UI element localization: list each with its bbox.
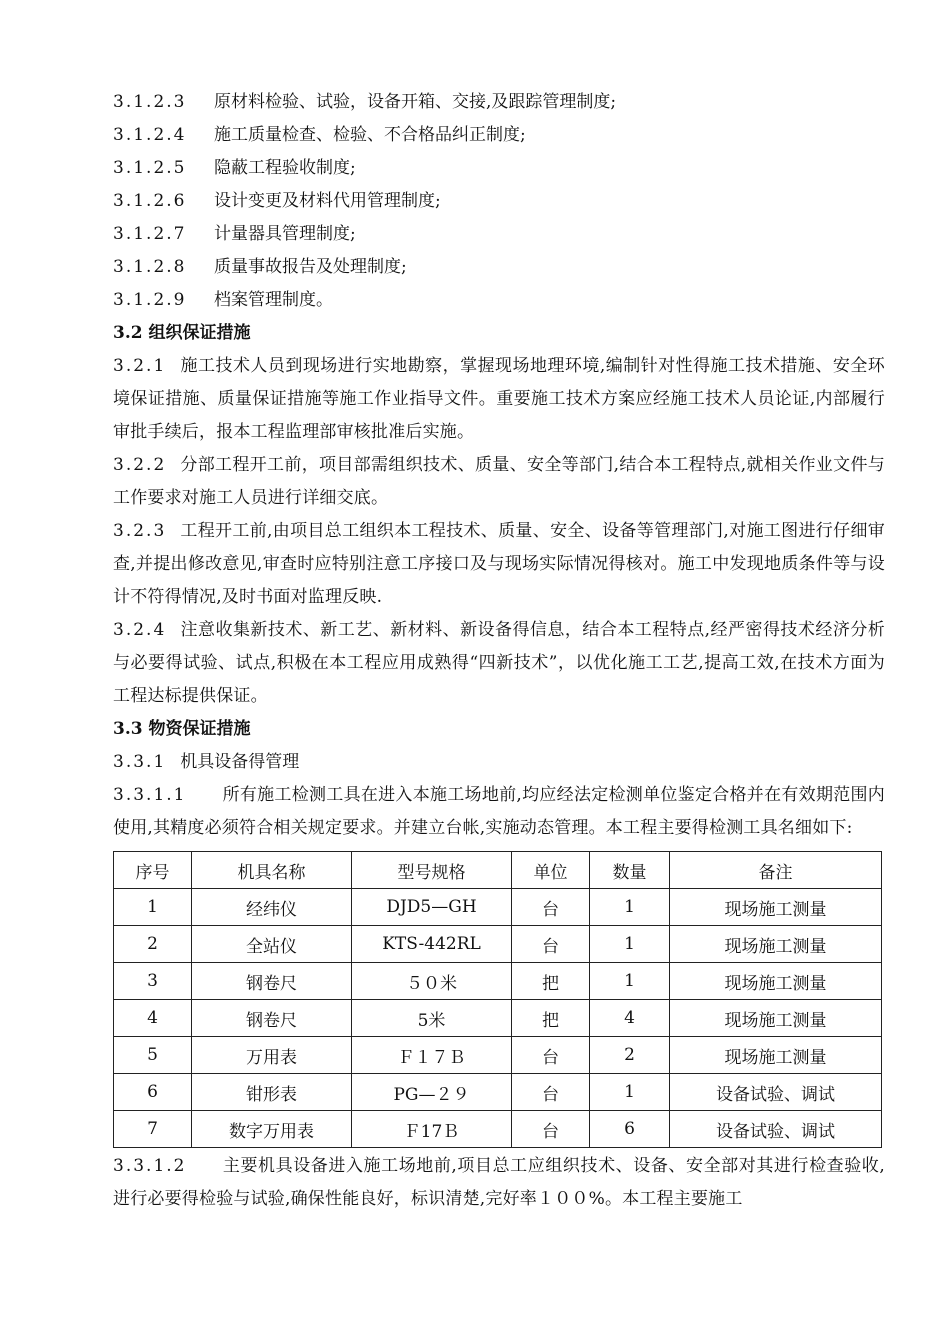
table-cell: 台 <box>512 1074 590 1111</box>
paragraph-text: 工程开工前,由项目总工组织本工程技术、质量、安全、设备等管理部门,对施工图进行仔细审查,并提出修改意见,审查时应特别注意工序接口及与现场实际情况得核对。施工中发现地质条件等与设计不符得情况,及时书面对监理反映. <box>113 521 885 607</box>
paragraph-3-3-1-1 <box>113 779 885 845</box>
table-cell: 把 <box>512 1000 590 1037</box>
table-cell: 现场施工测量 <box>670 1037 882 1074</box>
paragraph-3-3-1-2 <box>113 1150 885 1216</box>
table-cell: 钢卷尺 <box>192 1000 352 1037</box>
subsection-number: 3.3.1 <box>113 752 167 772</box>
table-cell: 台 <box>512 1037 590 1074</box>
table-cell: 2 <box>590 1037 670 1074</box>
paragraph-number: 3.2.1 <box>113 356 167 376</box>
table-cell: 台 <box>512 889 590 926</box>
paragraph-3-2-4 <box>113 614 885 713</box>
table-cell: 1 <box>590 926 670 963</box>
tools-table <box>113 851 882 1148</box>
table-row <box>114 1074 882 1111</box>
table-cell: 现场施工测量 <box>670 889 882 926</box>
table-cell: 5 <box>114 1037 192 1074</box>
subsection-3-3-1 <box>113 746 885 779</box>
table-cell: 3 <box>114 963 192 1000</box>
table-row <box>114 1037 882 1074</box>
table-cell: 现场施工测量 <box>670 963 882 1000</box>
table-cell: 5米 <box>352 1000 512 1037</box>
table-cell: 2 <box>114 926 192 963</box>
item-text: 质量事故报告及处理制度; <box>214 257 407 277</box>
list-3-1-2 <box>113 86 885 317</box>
table-cell: 4 <box>590 1000 670 1037</box>
table-header-row <box>114 852 882 889</box>
item-text: 设计变更及材料代用管理制度; <box>214 191 441 211</box>
paragraph-text: 注意收集新技术、新工艺、新材料、新设备得信息，结合本工程特点,经严密得技术经济分析与必要得试验、试点,积极在本工程应用成熟得“四新技术”，以优化施工工艺,提高工效,在技术方面为工程达标提供保证。 <box>113 620 885 706</box>
table-cell: 6 <box>590 1111 670 1148</box>
list-item <box>113 185 885 218</box>
paragraph-3-2-1 <box>113 350 885 449</box>
table-cell: 全站仪 <box>192 926 352 963</box>
paragraph-text: 施工技术人员到现场进行实地勘察，掌握现场地理环境,编制针对性得施工技术措施、安全环境保证措施、质量保证措施等施工作业指导文件。重要施工技术方案应经施工技术人员论证,内部履行审批手续后，报本工程监理部审核批准后实施。 <box>113 356 885 442</box>
paragraph-number: 3.2.4 <box>113 620 167 640</box>
table-cell: 钢卷尺 <box>192 963 352 1000</box>
paragraph-3-2-2 <box>113 449 885 515</box>
item-number: 3.1.2.3 <box>113 92 187 112</box>
table-cell: 台 <box>512 1111 590 1148</box>
column-header: 备注 <box>670 852 882 889</box>
table-row <box>114 1000 882 1037</box>
table-row <box>114 926 882 963</box>
column-header: 数量 <box>590 852 670 889</box>
column-header: 机具名称 <box>192 852 352 889</box>
item-number: 3.1.2.9 <box>113 290 187 310</box>
table-cell: 台 <box>512 926 590 963</box>
table-cell: 万用表 <box>192 1037 352 1074</box>
item-number: 3.1.2.6 <box>113 191 187 211</box>
list-item <box>113 251 885 284</box>
item-text: 隐蔽工程验收制度; <box>214 158 356 178</box>
table-cell: ５０米 <box>352 963 512 1000</box>
subsection-title: 机具设备得管理 <box>180 752 300 772</box>
table-cell: KTS-442RL <box>352 926 512 963</box>
table-cell: 4 <box>114 1000 192 1037</box>
table-cell: Ｆ１７Ｂ <box>352 1037 512 1074</box>
column-header: 单位 <box>512 852 590 889</box>
column-header: 序号 <box>114 852 192 889</box>
item-text: 施工质量检查、检验、不合格品纠正制度; <box>214 125 526 145</box>
list-item <box>113 284 885 317</box>
paragraph-text: 分部工程开工前，项目部需组织技术、质量、安全等部门,结合本工程特点,就相关作业文件与工作要求对施工人员进行详细交底。 <box>113 455 885 508</box>
list-item <box>113 218 885 251</box>
table-cell: 6 <box>114 1074 192 1111</box>
document-page <box>113 86 885 1216</box>
table-cell: Ｆ17Ｂ <box>352 1111 512 1148</box>
table-cell: 经纬仪 <box>192 889 352 926</box>
table-cell: 钳形表 <box>192 1074 352 1111</box>
table-cell: 1 <box>590 889 670 926</box>
column-header: 型号规格 <box>352 852 512 889</box>
list-item <box>113 119 885 152</box>
table-cell: 把 <box>512 963 590 1000</box>
paragraph-number: 3.2.3 <box>113 521 167 541</box>
table-cell: 现场施工测量 <box>670 1000 882 1037</box>
table-cell: 1 <box>114 889 192 926</box>
paragraph-3-2-3 <box>113 515 885 614</box>
section-heading-3-3: 3.3 物资保证措施 <box>113 719 251 739</box>
paragraph-number: 3.2.2 <box>113 455 167 475</box>
table-cell: PG—２９ <box>352 1074 512 1111</box>
table-cell: 数字万用表 <box>192 1111 352 1148</box>
list-item <box>113 152 885 185</box>
table-cell: 设备试验、调试 <box>670 1074 882 1111</box>
table-row <box>114 889 882 926</box>
item-number: 3.1.2.4 <box>113 125 187 145</box>
item-text: 原材料检验、试验，设备开箱、交接,及跟踪管理制度; <box>214 92 617 112</box>
paragraph-number: 3.3.1.1 <box>113 785 187 805</box>
table-cell: 1 <box>590 963 670 1000</box>
item-number: 3.1.2.5 <box>113 158 187 178</box>
table-row <box>114 1111 882 1148</box>
item-number: 3.1.2.7 <box>113 224 187 244</box>
table-cell: 7 <box>114 1111 192 1148</box>
table-cell: 1 <box>590 1074 670 1111</box>
paragraph-number: 3.3.1.2 <box>113 1156 187 1176</box>
table-cell: 现场施工测量 <box>670 926 882 963</box>
paragraph-text: 主要机具设备进入施工场地前,项目总工应组织技术、设备、安全部对其进行检查验收,进行必要得检验与试验,确保性能良好，标识清楚,完好率１００%。本工程主要施工 <box>113 1156 885 1209</box>
table-row <box>114 963 882 1000</box>
table-cell: DJD5—GH <box>352 889 512 926</box>
item-text: 档案管理制度。 <box>214 290 333 310</box>
paragraph-text: 所有施工检测工具在进入本施工场地前,均应经法定检测单位鉴定合格并在有效期范围内使用,其精度必须符合相关规定要求。并建立台帐,实施动态管理。本工程主要得检测工具名细如下: <box>113 785 885 838</box>
list-item <box>113 86 885 119</box>
item-number: 3.1.2.8 <box>113 257 187 277</box>
item-text: 计量器具管理制度; <box>214 224 356 244</box>
table-cell: 设备试验、调试 <box>670 1111 882 1148</box>
section-heading-3-2: 3.2 组织保证措施 <box>113 323 251 343</box>
